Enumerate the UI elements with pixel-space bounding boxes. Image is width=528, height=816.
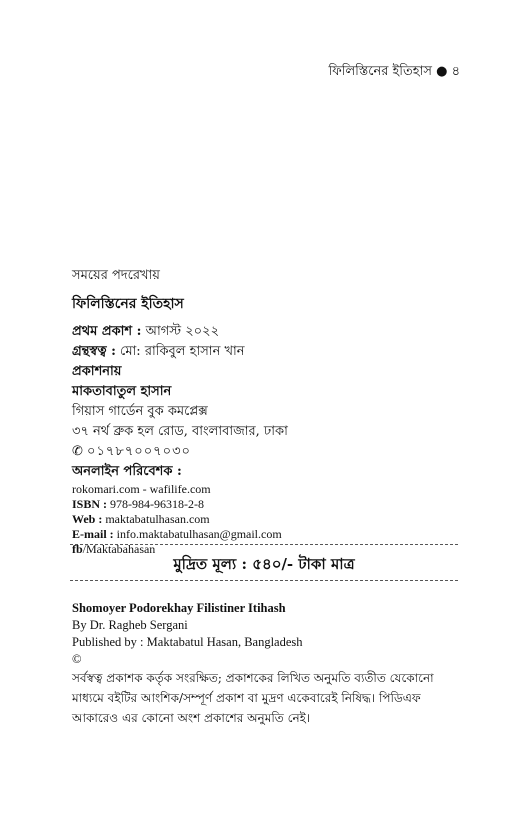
copyright-holder-value: মো: রাকিবুল হাসান খান: [120, 344, 245, 359]
first-edition-label: প্রথম প্রকাশ :: [72, 324, 142, 339]
english-title: Shomoyer Podorekhay Filistiner Itihash: [72, 601, 286, 615]
first-edition: [72, 322, 462, 342]
book-title: ফিলিস্তিনের ইতিহাস: [72, 296, 184, 312]
publisher-phone: [72, 442, 462, 462]
email-label: E-mail :: [72, 527, 114, 541]
isbn-value: 978-984-96318-2-8: [110, 497, 204, 511]
english-block: [72, 600, 462, 728]
price-line: মুদ্রিত মূল্য : ৫৪০/- টাকা মাত্র: [173, 555, 355, 573]
phone-icon: ✆: [72, 444, 83, 459]
fb-value: /Maktabahasan: [82, 542, 156, 556]
english-author: By Dr. Ragheb Sergani: [72, 618, 188, 632]
rights-notice: সর্বস্বত্ব প্রকাশক কর্তৃক সংরক্ষিত; প্রকাশকের লিখিত অনুমতি ব্যতীত যেকোনো মাধ্যমে বইটির আংশিক/সম্পূর্ণ প্রকাশ বা মুদ্রণ একেবারেই নিষিদ্ধ। পিডিএফ আকারেও এর কোনো অংশ প্রকাশের অনুমতি নেই।: [72, 671, 434, 725]
series-line: সময়ের পদরেখায়: [72, 268, 160, 283]
copyright-holder: [72, 342, 462, 362]
header-bullet: ●: [436, 64, 448, 79]
header-title: ফিলিস্তিনের ইতিহাস: [328, 64, 432, 79]
email-value: info.maktabatulhasan@gmail.com: [116, 527, 282, 541]
page-number: ৪: [451, 64, 460, 79]
online-distributors: rokomari.com - wafilife.com: [72, 482, 211, 496]
isbn-line: [72, 497, 462, 512]
publisher-name: মাকতাবাতুল হাসান: [72, 384, 172, 399]
divider-bottom: [70, 580, 458, 581]
web-label: Web :: [72, 512, 103, 526]
phone-number: ০১৭৮৭০০৭০৩০: [87, 444, 191, 459]
divider-top: [70, 544, 458, 545]
fb-label: fb: [72, 542, 83, 556]
imprint-block: [72, 266, 462, 557]
english-publisher: Published by : Maktabatul Hasan, Bangladesh: [72, 635, 303, 649]
web-value: maktabatulhasan.com: [105, 512, 210, 526]
running-header: [329, 62, 460, 83]
web-line: [72, 512, 462, 527]
publisher-address-2: ৩৭ নর্থ ব্রুক হল রোড, বাংলাবাজার, ঢাকা: [72, 424, 288, 439]
first-edition-value: আগস্ট ২০২২: [145, 324, 220, 339]
publisher-address-1: গিয়াস গার্ডেন বুক কমপ্লেক্স: [72, 404, 208, 419]
isbn-label: ISBN :: [72, 497, 108, 511]
copyright-icon: ©: [72, 652, 82, 666]
copyright-holder-label: গ্রন্থস্বত্ব :: [72, 344, 116, 359]
email-line: [72, 527, 462, 542]
publisher-heading: প্রকাশনায়: [72, 364, 122, 379]
online-heading: অনলাইন পরিবেশক :: [72, 464, 182, 479]
